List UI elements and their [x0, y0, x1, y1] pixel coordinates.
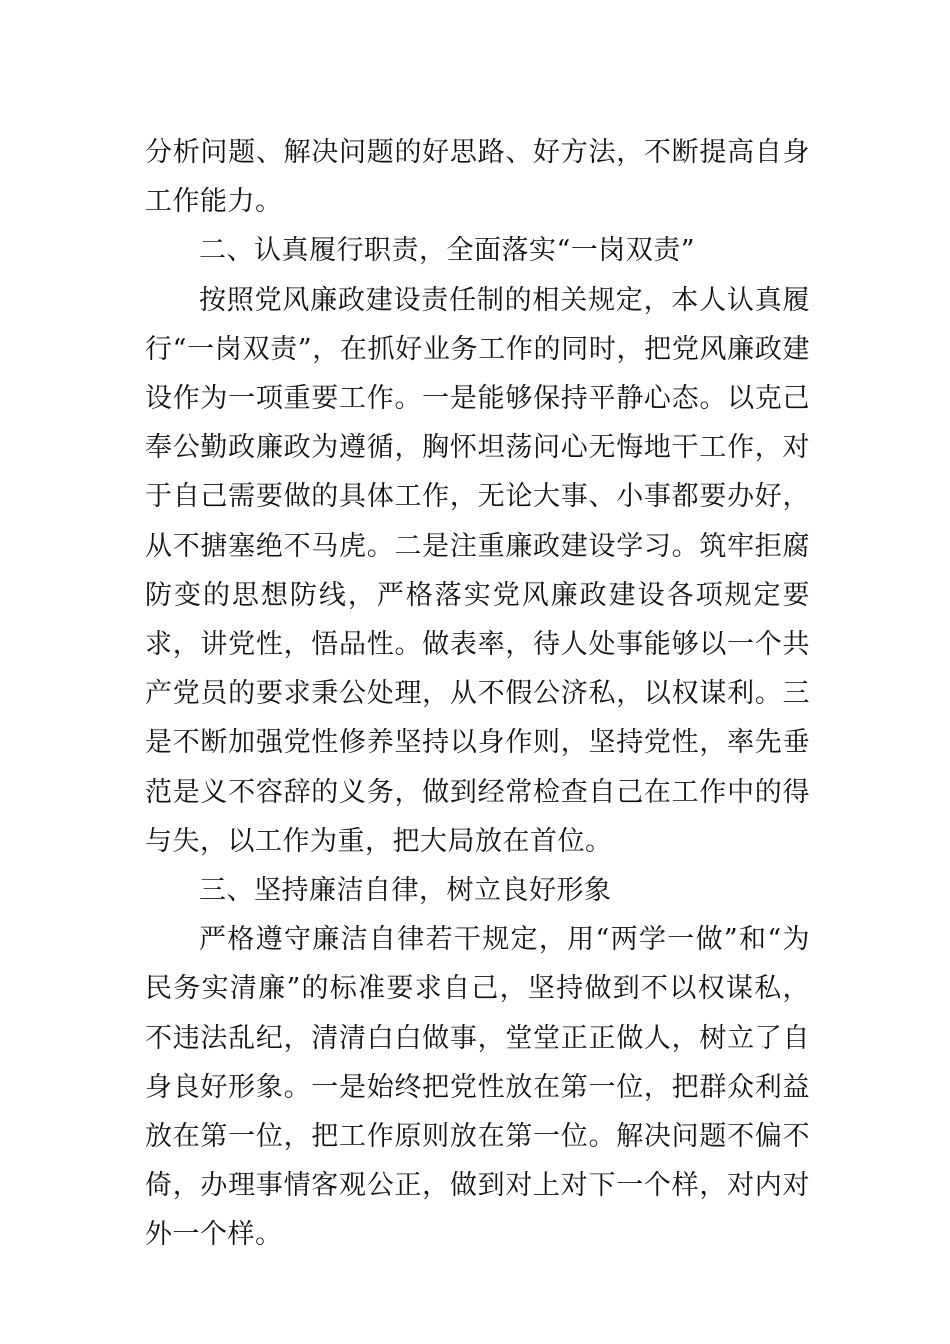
section-heading-2: 二、认真履行职责，全面落实“一岗双责”	[199, 235, 696, 267]
section-heading-3: 三、坚持廉洁自律，树立良好形象	[199, 875, 612, 907]
paragraph-section-3-body: 严格遵守廉洁自律若干规定，用“两学一做”和“为民务实清廉”的标准要求自己，坚持做到不以权谋私，不违法乱纪，清清白白做事，堂堂正正做人，树立了自身良好形象。一是始终把党性放在第一位，把群众利益放在第一位，把工作原则放在第一位。解决问题不偏不倚，办理事情客观公正，做到对上对下一个样，对内对外一个样。	[145, 924, 810, 1251]
paragraph-continuation: 分析问题、解决问题的好思路、好方法，不断提高自身工作能力。	[145, 137, 810, 218]
document-body	[145, 128, 810, 1260]
paragraph-section-2-body: 按照党风廉政建设责任制的相关规定，本人认真履行“一岗双责”，在抓好业务工作的同时，把党风廉政建设作为一项重要工作。一是能够保持平静心态。以克己奉公勤政廉政为遵循，胸怀坦荡问心无悔地干工作，对于自己需要做的具体工作，无论大事、小事都要办好，从不搪塞绝不马虎。二是注重廉政建设学习。筑牢拒腐防变的思想防线，严格落实党风廉政建设各项规定要求，讲党性，悟品性。做表率，待人处事能够以一个共产党员的要求秉公处理，从不假公济私，以权谋利。三是不断加强党性修养坚持以身作则，坚持党性，率先垂范是义不容辞的义务，做到经常检查自己在工作中的得与失，以工作为重，把大局放在首位。	[145, 284, 810, 857]
